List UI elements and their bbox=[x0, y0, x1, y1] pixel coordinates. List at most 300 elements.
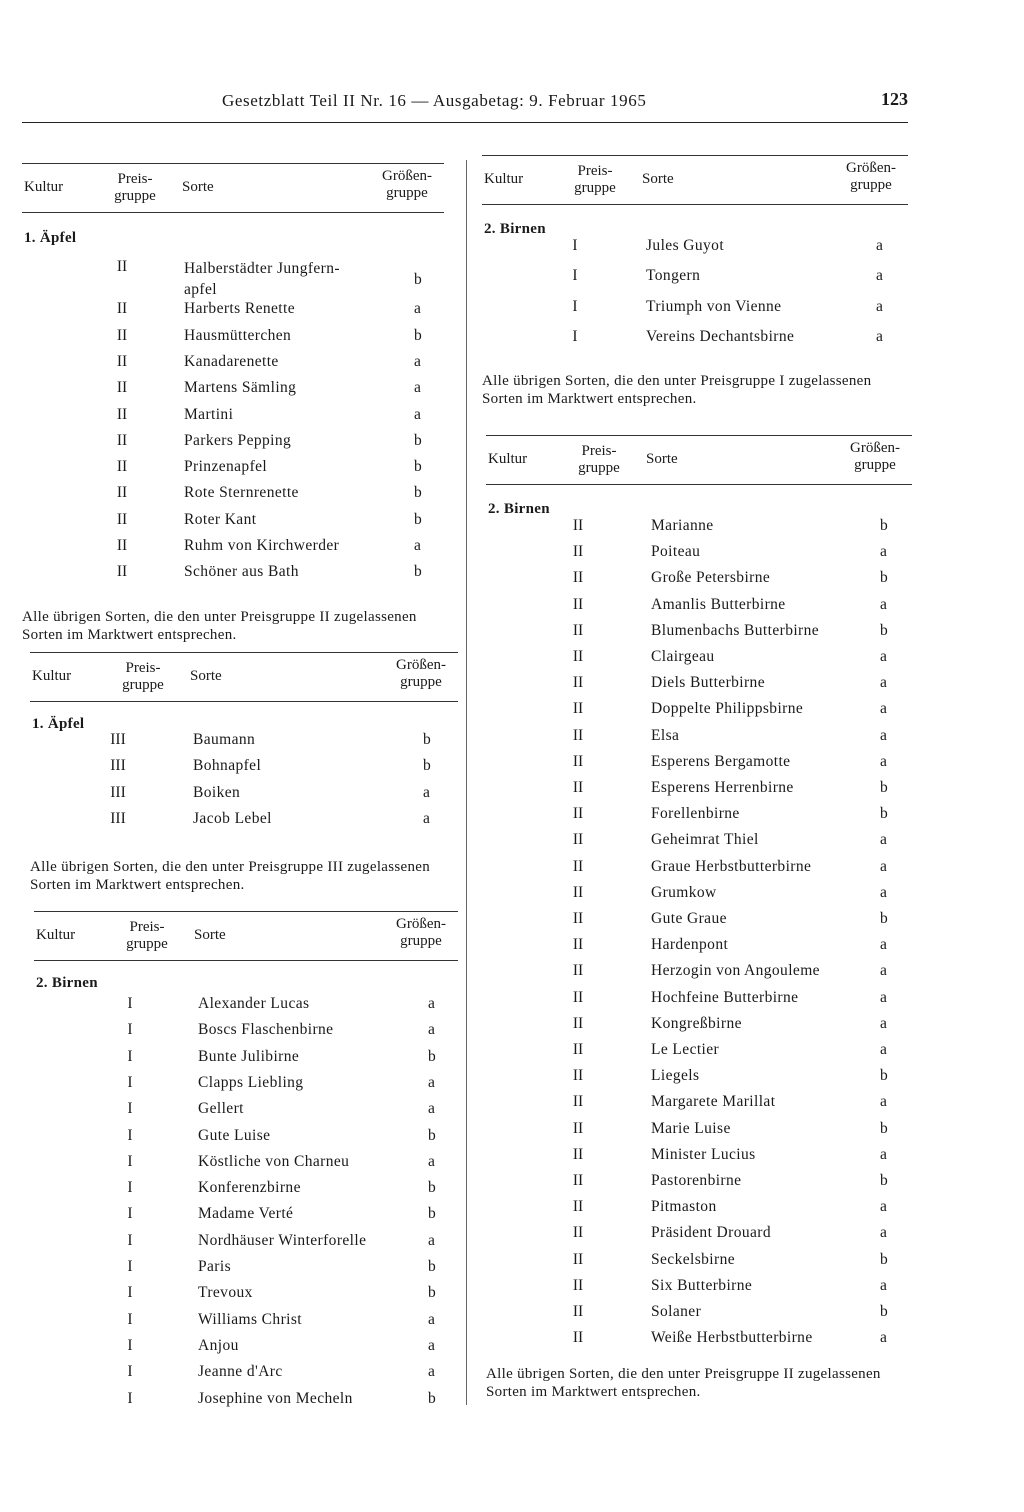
groessengruppe-cell: a bbox=[423, 783, 430, 801]
table-row bbox=[486, 962, 912, 988]
preisgruppe-cell: III bbox=[110, 757, 126, 775]
preisgruppe-cell: I bbox=[127, 1073, 133, 1091]
groessengruppe-cell: a bbox=[428, 1336, 435, 1354]
sorte-cell: Martens Sämling bbox=[184, 379, 297, 397]
sorte-cell: Seckelsbirne bbox=[651, 1250, 735, 1268]
groessengruppe-cell: b bbox=[880, 779, 888, 796]
sorte-cell: Paris bbox=[198, 1258, 231, 1275]
groessengruppe-cell: a bbox=[428, 1363, 435, 1381]
sorte-cell: Doppelte Philippsbirne bbox=[651, 700, 804, 718]
sorte-cell: Bohnapfel bbox=[193, 757, 262, 775]
groessengruppe-cell: a bbox=[428, 1073, 435, 1091]
table-row bbox=[486, 779, 912, 805]
sorte-cell: Schöner aus Bath bbox=[184, 563, 299, 581]
header-groessengruppe: Größen- gruppe bbox=[396, 916, 446, 949]
groessengruppe-cell: b bbox=[880, 1250, 888, 1268]
table-row bbox=[486, 1067, 912, 1093]
header-sorte: Sorte bbox=[194, 927, 226, 943]
groessengruppe-cell: a bbox=[880, 674, 887, 692]
section-title: 1. Äpfel bbox=[24, 230, 77, 246]
table-row bbox=[482, 237, 908, 263]
sorte-cell: Esperens Bergamotte bbox=[651, 752, 791, 770]
table-row bbox=[22, 537, 444, 563]
header-kultur: Kultur bbox=[488, 451, 528, 467]
groessengruppe-cell: a bbox=[880, 962, 887, 980]
groessengruppe-cell: a bbox=[880, 1093, 887, 1111]
groessengruppe-cell: b bbox=[423, 731, 431, 748]
sorte-cell: Pastorenbirne bbox=[651, 1172, 742, 1189]
groessengruppe-cell: b bbox=[428, 1047, 436, 1065]
groessengruppe-cell: b bbox=[428, 1179, 436, 1197]
table-row bbox=[34, 1311, 458, 1337]
preisgruppe-cell: I bbox=[572, 297, 578, 315]
column-divider bbox=[466, 160, 467, 1405]
sorte-cell: Ruhm von Kirchwerder bbox=[184, 537, 340, 554]
table-row bbox=[22, 406, 444, 432]
groessengruppe-cell: a bbox=[880, 752, 887, 770]
groessengruppe-cell: b bbox=[414, 563, 422, 581]
header-preisgruppe: Preis- gruppe bbox=[122, 660, 164, 693]
preisgruppe-cell: I bbox=[572, 327, 578, 345]
preisgruppe-cell: II bbox=[572, 1145, 584, 1163]
preisgruppe-cell: II bbox=[572, 1303, 584, 1320]
sorte-cell: Große Petersbirne bbox=[651, 569, 771, 587]
sorte-cell: Gute Luise bbox=[198, 1126, 271, 1144]
preisgruppe-cell: II bbox=[572, 1119, 584, 1137]
sorte-cell: Köstliche von Charneu bbox=[198, 1152, 350, 1170]
table-row bbox=[22, 458, 444, 484]
sorte-cell: Hardenpont bbox=[651, 936, 729, 954]
preisgruppe-cell: II bbox=[572, 543, 584, 561]
sorte-cell: Clapps Liebling bbox=[198, 1073, 304, 1091]
table-row bbox=[486, 858, 912, 884]
sorte-cell: Blumenbachs Butterbirne bbox=[651, 621, 820, 639]
groessengruppe-cell: a bbox=[876, 267, 883, 285]
preisgruppe-cell: II bbox=[572, 1172, 584, 1189]
table-row bbox=[486, 936, 912, 962]
table-row bbox=[22, 432, 444, 458]
sorte-cell: Hausmütterchen bbox=[184, 326, 292, 344]
preisgruppe-cell: II bbox=[572, 700, 584, 718]
sorte-cell: Boscs Flaschenbirne bbox=[198, 1021, 334, 1039]
preisgruppe-cell: I bbox=[127, 1126, 133, 1144]
table-row bbox=[486, 1224, 912, 1250]
groessengruppe-cell: b bbox=[428, 1284, 436, 1302]
table-row bbox=[30, 757, 458, 783]
page-number: 123 bbox=[881, 89, 908, 109]
preisgruppe-cell: I bbox=[127, 995, 133, 1012]
groessengruppe-cell: a bbox=[428, 1021, 435, 1039]
sorte-cell: Solaner bbox=[651, 1303, 702, 1320]
footnote: Alle übrigen Sorten, die den unter Preisgruppe II zugelassenen Sorten im Marktwert entsprechen. bbox=[22, 608, 417, 643]
groessengruppe-cell: a bbox=[880, 988, 887, 1006]
preisgruppe-cell: II bbox=[572, 910, 584, 927]
table-row bbox=[22, 353, 444, 379]
groessengruppe-cell: a bbox=[876, 237, 883, 254]
preisgruppe-cell: II bbox=[116, 431, 128, 449]
preisgruppe-cell: II bbox=[572, 857, 584, 875]
sorte-cell: Marie Luise bbox=[651, 1119, 731, 1137]
sorte-cell: Grumkow bbox=[651, 883, 717, 901]
section-title: 2. Birnen bbox=[484, 221, 546, 237]
sorte-cell: Baumann bbox=[193, 731, 256, 748]
table-row bbox=[34, 1390, 458, 1416]
table-row bbox=[22, 300, 444, 326]
table-right-2 bbox=[486, 435, 912, 1401]
preisgruppe-cell: II bbox=[572, 752, 584, 770]
preisgruppe-cell: II bbox=[116, 537, 128, 554]
preisgruppe-cell: I bbox=[572, 237, 578, 254]
sorte-cell: Harberts Renette bbox=[184, 300, 295, 318]
groessengruppe-cell: a bbox=[880, 936, 887, 954]
preisgruppe-cell: I bbox=[127, 1047, 133, 1065]
table-row bbox=[34, 1021, 458, 1047]
table-row bbox=[22, 484, 444, 510]
header-sorte: Sorte bbox=[182, 179, 214, 195]
table-left-1 bbox=[22, 163, 444, 643]
sorte-cell: Madame Verté bbox=[198, 1205, 294, 1223]
sorte-cell: Jules Guyot bbox=[646, 237, 725, 254]
groessengruppe-cell: a bbox=[880, 1145, 887, 1163]
sorte-cell: Pitmaston bbox=[651, 1198, 717, 1216]
table-row bbox=[486, 1015, 912, 1041]
groessengruppe-cell: a bbox=[880, 1014, 887, 1032]
table-row bbox=[34, 1100, 458, 1126]
table-row bbox=[34, 1232, 458, 1258]
groessengruppe-cell: b bbox=[880, 621, 888, 639]
preisgruppe-cell: II bbox=[572, 648, 584, 665]
preisgruppe-cell: III bbox=[110, 783, 126, 801]
header-preisgruppe: Preis- gruppe bbox=[578, 443, 620, 476]
groessengruppe-cell: a bbox=[880, 1198, 887, 1216]
table-header bbox=[486, 435, 912, 485]
sorte-cell: Hochfeine Butterbirne bbox=[651, 988, 799, 1006]
sorte-cell: Gute Graue bbox=[651, 910, 727, 927]
groessengruppe-cell: b bbox=[414, 271, 422, 288]
preisgruppe-cell: I bbox=[127, 1179, 133, 1197]
preisgruppe-cell: II bbox=[572, 1198, 584, 1216]
preisgruppe-cell: II bbox=[572, 569, 584, 587]
groessengruppe-cell: a bbox=[428, 1100, 435, 1118]
table-row bbox=[486, 543, 912, 569]
table-row bbox=[486, 1120, 912, 1146]
groessengruppe-cell: b bbox=[428, 1389, 436, 1407]
preisgruppe-cell: II bbox=[572, 1067, 584, 1085]
header-sorte: Sorte bbox=[642, 171, 674, 187]
groessengruppe-cell: a bbox=[880, 883, 887, 901]
header-kultur: Kultur bbox=[32, 668, 72, 684]
table-row bbox=[486, 1303, 912, 1329]
groessengruppe-cell: b bbox=[880, 517, 888, 534]
section-title: 2. Birnen bbox=[488, 501, 550, 517]
footnote: Alle übrigen Sorten, die den unter Preisgruppe III zugelassenen Sorten im Marktwert entsprechen. bbox=[30, 859, 431, 894]
groessengruppe-cell: a bbox=[414, 379, 421, 397]
groessengruppe-cell: a bbox=[414, 300, 421, 318]
sorte-cell: Marianne bbox=[651, 517, 714, 534]
preisgruppe-cell: I bbox=[127, 1021, 133, 1039]
preisgruppe-cell: II bbox=[572, 962, 584, 980]
table-row bbox=[486, 805, 912, 831]
table-row bbox=[34, 1048, 458, 1074]
table-row bbox=[486, 884, 912, 910]
preisgruppe-cell: II bbox=[116, 484, 128, 502]
preisgruppe-cell: II bbox=[572, 726, 584, 744]
sorte-cell: Anjou bbox=[198, 1336, 239, 1354]
table-header bbox=[22, 163, 444, 213]
table-row bbox=[22, 563, 444, 589]
table-row bbox=[486, 989, 912, 1015]
groessengruppe-cell: b bbox=[414, 510, 422, 528]
preisgruppe-cell: II bbox=[116, 563, 128, 581]
sorte-cell: Rote Sternrenette bbox=[184, 484, 299, 502]
table-left-2 bbox=[30, 652, 458, 894]
sorte-cell: Esperens Herrenbirne bbox=[651, 779, 794, 796]
table-row bbox=[486, 1198, 912, 1224]
sorte-cell: Williams Christ bbox=[198, 1310, 302, 1328]
preisgruppe-cell: II bbox=[572, 1014, 584, 1032]
groessengruppe-cell: a bbox=[880, 857, 887, 875]
preisgruppe-cell: II bbox=[116, 458, 128, 476]
sorte-cell: Trevoux bbox=[198, 1284, 253, 1302]
preisgruppe-cell: II bbox=[572, 621, 584, 639]
groessengruppe-cell: a bbox=[880, 700, 887, 718]
table-row bbox=[486, 1329, 912, 1355]
sorte-cell: Graue Herbstbutterbirne bbox=[651, 857, 812, 875]
header-kultur: Kultur bbox=[36, 927, 76, 943]
groessengruppe-cell: a bbox=[414, 537, 421, 554]
table-row bbox=[486, 831, 912, 857]
groessengruppe-cell: b bbox=[423, 757, 431, 775]
table-row bbox=[486, 648, 912, 674]
table-row bbox=[34, 1337, 458, 1363]
preisgruppe-cell: II bbox=[116, 352, 128, 370]
groessengruppe-cell: b bbox=[428, 1258, 436, 1275]
table-row bbox=[486, 753, 912, 779]
table-row bbox=[486, 700, 912, 726]
groessengruppe-cell: b bbox=[414, 431, 422, 449]
groessengruppe-cell: a bbox=[876, 297, 883, 315]
sorte-cell: Vereins Dechantsbirne bbox=[646, 327, 795, 345]
sorte-cell: Le Lectier bbox=[651, 1041, 720, 1058]
groessengruppe-cell: a bbox=[428, 1310, 435, 1328]
table-row bbox=[482, 328, 908, 354]
preisgruppe-cell: I bbox=[127, 1389, 133, 1407]
sorte-cell: Minister Lucius bbox=[651, 1145, 756, 1163]
header-groessengruppe: Größen- gruppe bbox=[396, 657, 446, 690]
preisgruppe-cell: III bbox=[110, 809, 126, 827]
section-title: 2. Birnen bbox=[36, 975, 98, 991]
preisgruppe-cell: II bbox=[572, 1224, 584, 1242]
preisgruppe-cell: II bbox=[572, 1041, 584, 1058]
groessengruppe-cell: b bbox=[428, 1205, 436, 1223]
table-row bbox=[22, 327, 444, 353]
header-preisgruppe: Preis- gruppe bbox=[126, 919, 168, 952]
groessengruppe-cell: b bbox=[428, 1126, 436, 1144]
groessengruppe-cell: a bbox=[880, 726, 887, 744]
groessengruppe-cell: a bbox=[876, 327, 883, 345]
groessengruppe-cell: b bbox=[880, 1067, 888, 1085]
preisgruppe-cell: II bbox=[572, 674, 584, 692]
table-row bbox=[30, 810, 458, 836]
sorte-cell: Tongern bbox=[646, 267, 701, 285]
sorte-cell: Diels Butterbirne bbox=[651, 674, 765, 692]
groessengruppe-cell: a bbox=[428, 1152, 435, 1170]
header-sorte: Sorte bbox=[646, 451, 678, 467]
sorte-cell: Forellenbirne bbox=[651, 805, 740, 823]
groessengruppe-cell: b bbox=[880, 1303, 888, 1320]
preisgruppe-cell: II bbox=[572, 883, 584, 901]
table-row bbox=[486, 1093, 912, 1119]
preisgruppe-cell: II bbox=[116, 300, 128, 318]
table-header bbox=[30, 652, 458, 702]
sorte-cell: Six Butterbirne bbox=[651, 1276, 753, 1294]
footnote: Alle übrigen Sorten, die den unter Preisgruppe II zugelassenen Sorten im Marktwert entsprechen. bbox=[486, 1366, 881, 1401]
sorte-cell: Kongreßbirne bbox=[651, 1014, 742, 1032]
groessengruppe-cell: b bbox=[880, 1119, 888, 1137]
groessengruppe-cell: b bbox=[880, 569, 888, 587]
preisgruppe-cell: II bbox=[572, 831, 584, 849]
preisgruppe-cell: II bbox=[572, 1329, 584, 1347]
groessengruppe-cell: a bbox=[880, 648, 887, 665]
sorte-cell: Nordhäuser Winterforelle bbox=[198, 1231, 367, 1249]
preisgruppe-cell: II bbox=[116, 326, 128, 344]
groessengruppe-cell: a bbox=[880, 1329, 887, 1347]
preisgruppe-cell: I bbox=[127, 1284, 133, 1302]
sorte-cell: Martini bbox=[184, 405, 234, 423]
sorte-cell: Poiteau bbox=[651, 543, 701, 561]
preisgruppe-cell: I bbox=[127, 1231, 133, 1249]
groessengruppe-cell: a bbox=[880, 831, 887, 849]
groessengruppe-cell: a bbox=[414, 352, 421, 370]
groessengruppe-cell: b bbox=[880, 805, 888, 823]
preisgruppe-cell: II bbox=[572, 936, 584, 954]
table-row bbox=[486, 727, 912, 753]
preisgruppe-cell: II bbox=[116, 510, 128, 528]
preisgruppe-cell: I bbox=[572, 267, 578, 285]
table-row bbox=[34, 995, 458, 1021]
table-row bbox=[486, 1041, 912, 1067]
table-right-1 bbox=[482, 155, 908, 408]
preisgruppe-cell: I bbox=[127, 1310, 133, 1328]
sorte-cell: Liegels bbox=[651, 1067, 700, 1085]
preisgruppe-cell: III bbox=[110, 731, 126, 748]
header-kultur: Kultur bbox=[484, 171, 524, 187]
groessengruppe-cell: b bbox=[414, 458, 422, 476]
sorte-cell: Bunte Julibirne bbox=[198, 1047, 300, 1065]
sorte-cell: Amanlis Butterbirne bbox=[651, 595, 786, 613]
preisgruppe-cell: I bbox=[127, 1363, 133, 1381]
groessengruppe-cell: a bbox=[880, 1276, 887, 1294]
sorte-cell: Geheimrat Thiel bbox=[651, 831, 759, 849]
sorte-cell: Elsa bbox=[651, 726, 680, 744]
groessengruppe-cell: a bbox=[880, 595, 887, 613]
table-row bbox=[30, 731, 458, 757]
table-row bbox=[22, 258, 444, 298]
table-row bbox=[486, 1172, 912, 1198]
header-groessengruppe: Größen- gruppe bbox=[850, 440, 900, 473]
table-row bbox=[486, 1146, 912, 1172]
table-row bbox=[486, 910, 912, 936]
sorte-cell: Gellert bbox=[198, 1100, 244, 1118]
groessengruppe-cell: b bbox=[880, 910, 888, 927]
sorte-cell: Prinzenapfel bbox=[184, 458, 268, 476]
groessengruppe-cell: a bbox=[423, 809, 430, 827]
groessengruppe-cell: a bbox=[880, 543, 887, 561]
sorte-cell: Roter Kant bbox=[184, 510, 257, 528]
preisgruppe-cell: II bbox=[572, 1093, 584, 1111]
sorte-cell: Kanadarenette bbox=[184, 352, 279, 370]
groessengruppe-cell: b bbox=[414, 484, 422, 502]
header-preisgruppe: Preis- gruppe bbox=[574, 163, 616, 196]
table-row bbox=[34, 1153, 458, 1179]
preisgruppe-cell: II bbox=[116, 405, 128, 423]
table-left-3 bbox=[34, 911, 458, 1407]
groessengruppe-cell: b bbox=[414, 326, 422, 344]
preisgruppe-cell: II bbox=[572, 517, 584, 534]
table-row bbox=[34, 1284, 458, 1310]
table-header bbox=[34, 911, 458, 961]
sorte-cell: Triumph von Vienne bbox=[646, 297, 782, 315]
preisgruppe-cell: II bbox=[572, 1276, 584, 1294]
table-row bbox=[486, 674, 912, 700]
header-preisgruppe: Preis- gruppe bbox=[114, 171, 156, 204]
table-row bbox=[482, 298, 908, 324]
preisgruppe-cell: II bbox=[572, 988, 584, 1006]
table-row bbox=[486, 596, 912, 622]
footnote: Alle übrigen Sorten, die den unter Preisgruppe I zugelassenen Sorten im Marktwert entsprechen. bbox=[482, 373, 872, 408]
sorte-cell: Konferenzbirne bbox=[198, 1179, 301, 1197]
section-title: 1. Äpfel bbox=[32, 716, 85, 732]
groessengruppe-cell: a bbox=[880, 1224, 887, 1242]
table-row bbox=[30, 784, 458, 810]
sorte-cell: Präsident Drouard bbox=[651, 1224, 772, 1242]
table-header bbox=[482, 155, 908, 205]
table-row bbox=[34, 1363, 458, 1389]
table-row bbox=[486, 622, 912, 648]
table-row bbox=[482, 267, 908, 293]
header-sorte: Sorte bbox=[190, 668, 222, 684]
table-row bbox=[22, 379, 444, 405]
sorte-cell: Halberstädter Jungfern- apfel bbox=[184, 260, 340, 298]
preisgruppe-cell: II bbox=[116, 258, 128, 275]
preisgruppe-cell: I bbox=[127, 1100, 133, 1118]
header-groessengruppe: Größen- gruppe bbox=[382, 168, 432, 201]
table-row bbox=[34, 1074, 458, 1100]
preisgruppe-cell: II bbox=[572, 779, 584, 796]
sorte-cell: Herzogin von Angouleme bbox=[651, 962, 820, 980]
sorte-cell: Margarete Marillat bbox=[651, 1093, 776, 1111]
table-row bbox=[34, 1179, 458, 1205]
sorte-cell: Jeanne d'Arc bbox=[198, 1363, 283, 1381]
table-row bbox=[34, 1258, 458, 1284]
preisgruppe-cell: II bbox=[572, 1250, 584, 1268]
sorte-cell: Clairgeau bbox=[651, 648, 715, 665]
table-row bbox=[486, 569, 912, 595]
sorte-cell: Josephine von Mecheln bbox=[198, 1389, 353, 1407]
groessengruppe-cell: a bbox=[414, 405, 421, 423]
table-row bbox=[34, 1127, 458, 1153]
preisgruppe-cell: I bbox=[127, 1258, 133, 1275]
preisgruppe-cell: I bbox=[127, 1336, 133, 1354]
page-header bbox=[22, 88, 908, 123]
table-row bbox=[486, 517, 912, 543]
preisgruppe-cell: I bbox=[127, 1152, 133, 1170]
preisgruppe-cell: II bbox=[572, 805, 584, 823]
sorte-cell: Jacob Lebel bbox=[193, 809, 272, 827]
page-title: Gesetzblatt Teil II Nr. 16 — Ausgabetag: 9. Februar 1965 bbox=[222, 91, 647, 110]
header-groessengruppe: Größen- gruppe bbox=[846, 160, 896, 193]
sorte-cell: Parkers Pepping bbox=[184, 431, 292, 449]
